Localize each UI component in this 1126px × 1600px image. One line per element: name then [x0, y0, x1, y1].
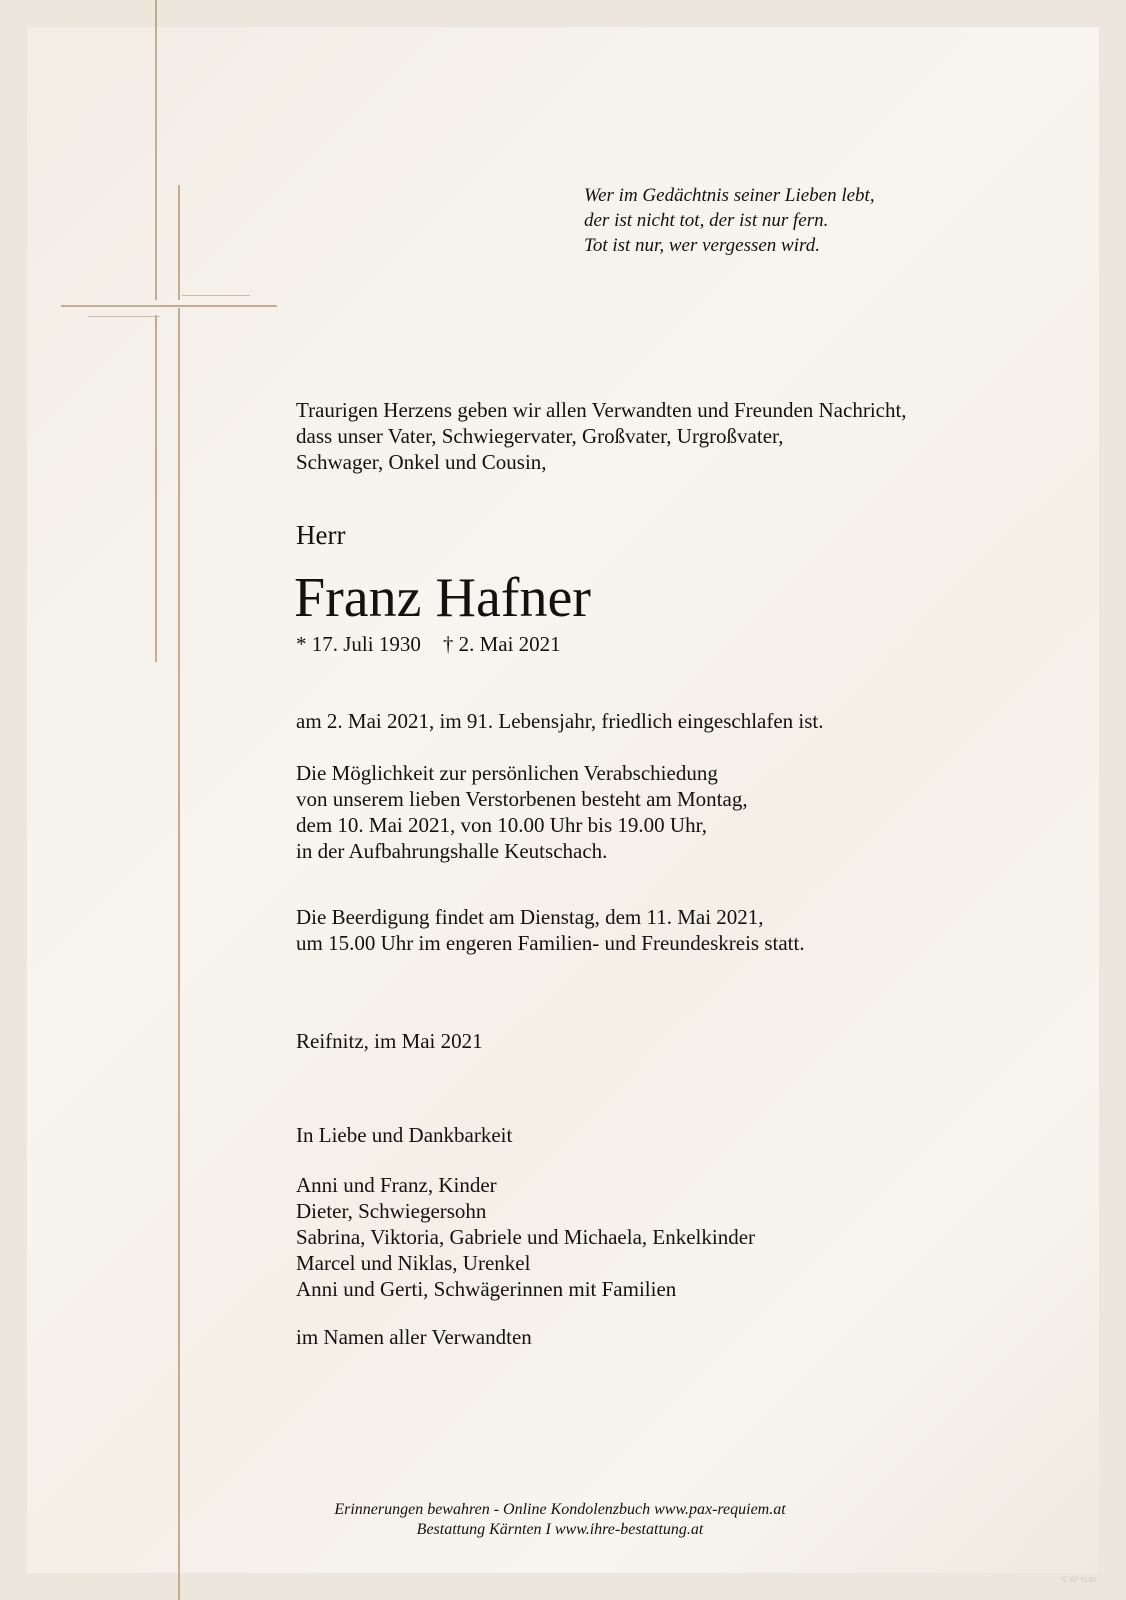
mourner-line: Anni und Franz, Kinder [296, 1173, 497, 1197]
mourner-line: Marcel und Niklas, Urenkel [296, 1251, 531, 1275]
closing-phrase: In Liebe und Dankbarkeit [296, 1123, 513, 1147]
farewell-line: in der Aufbahrungshalle Keutschach. [296, 839, 608, 863]
announcement-line: Traurigen Herzens geben wir allen Verwandten und Freunden Nachricht, [296, 398, 907, 422]
print-code: © EP 9130 [1062, 1577, 1096, 1584]
mourner-line: Sabrina, Viktoria, Gabriele und Michaela, Enkelkinder [296, 1225, 756, 1249]
announcement-line: dass unser Vater, Schwiegervater, Großvater, Urgroßvater, [296, 424, 784, 448]
announcement-line: Schwager, Onkel und Cousin, [296, 450, 547, 474]
quote-line: Tot ist nur, wer vergessen wird. [584, 235, 820, 256]
passing-statement: am 2. Mai 2021, im 91. Lebensjahr, friedlich eingeschlafen ist. [296, 709, 824, 733]
footer-funeral-home: Bestattung Kärnten I www.ihre-bestattung.at [416, 1521, 704, 1538]
farewell-line: Die Möglichkeit zur persönlichen Verabschiedung [296, 761, 718, 785]
salutation: Herr [296, 520, 346, 550]
farewell-paragraph [296, 760, 748, 864]
memorial-quote [584, 183, 875, 258]
life-dates [296, 632, 561, 657]
announcement-paragraph [296, 397, 907, 475]
funeral-line: Die Beerdigung findet am Dienstag, dem 11. Mai 2021, [296, 905, 764, 929]
mourner-line: Anni und Gerti, Schwägerinnen mit Familien [296, 1277, 677, 1301]
funeral-line: um 15.00 Uhr im engeren Familien- und Freundeskreis statt. [296, 931, 805, 955]
deceased-name: Franz Hafner [294, 567, 591, 629]
footer-condolence-link: Erinnerungen bewahren - Online Kondolenzbuch www.pax-requiem.at [334, 1501, 786, 1518]
farewell-line: dem 10. Mai 2021, von 10.00 Uhr bis 19.00 Uhr, [296, 813, 707, 837]
farewell-line: von unserem lieben Verstorbenen besteht am Montag, [296, 787, 748, 811]
mourners-list [296, 1172, 755, 1302]
footer-info [300, 1500, 820, 1540]
relatives-note: im Namen aller Verwandten [296, 1325, 532, 1349]
mourner-line: Dieter, Schwiegersohn [296, 1199, 487, 1223]
funeral-paragraph [296, 904, 805, 956]
quote-line: Wer im Gedächtnis seiner Lieben lebt, [584, 185, 875, 206]
place-date: Reifnitz, im Mai 2021 [296, 1029, 483, 1053]
birth-date: * 17. Juli 1930 [296, 632, 421, 656]
quote-line: der ist nicht tot, der ist nur fern. [584, 210, 829, 231]
death-date: † 2. Mai 2021 [442, 632, 561, 656]
